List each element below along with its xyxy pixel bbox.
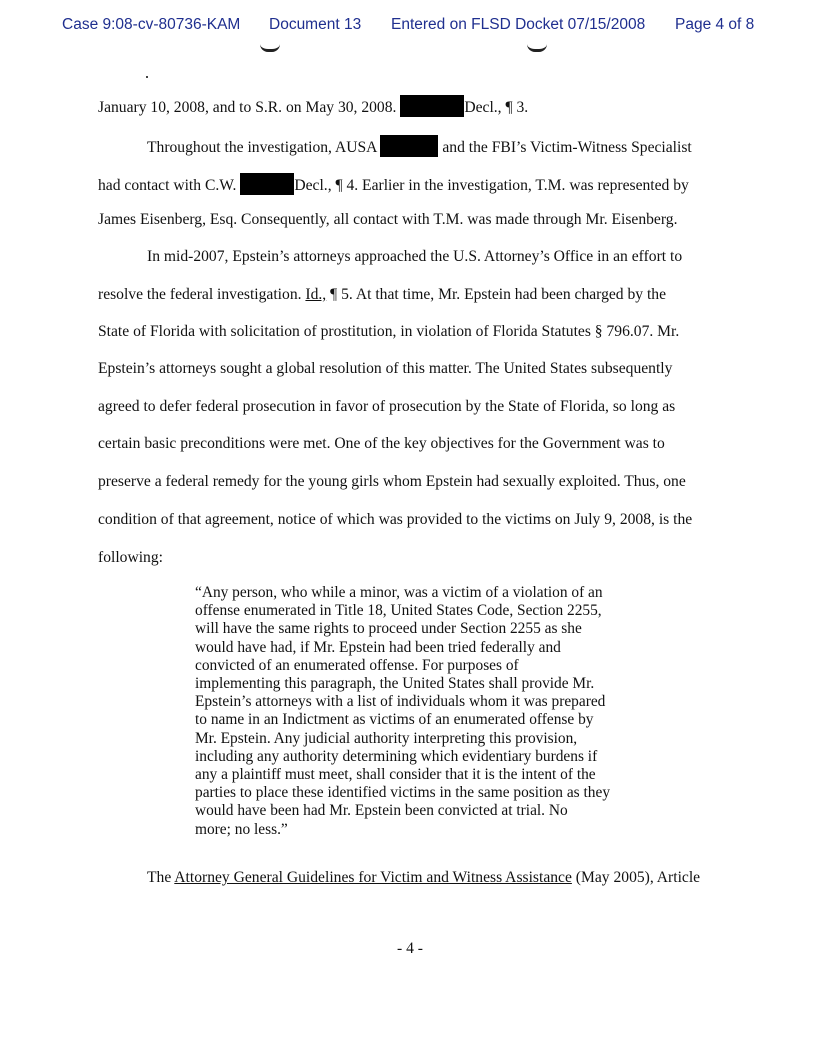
docket-header [0,16,820,40]
quote-line: implementing this paragraph, the United States shall provide Mr. [195,675,595,693]
body-line: State of Florida with solicitation of prostitution, in violation of Florida Statutes § 796.07. Mr. [98,323,680,340]
case-number: Case 9:08-cv-80736-KAM [62,16,241,33]
quote-line: offense enumerated in Title 18, United States Code, Section 2255, [195,602,602,620]
document-number: Document 13 [269,16,362,33]
quote-line: would have been had Mr. Epstein been convicted at trial. No [195,802,568,820]
quote-line: Epstein’s attorneys with a list of individuals whom it was prepared [195,693,606,711]
scan-speck [146,76,148,78]
body-line: certain basic preconditions were met. One of the key objectives for the Government was to [98,435,665,452]
body-line: Throughout the investigation, AUSA and the FBI’s Victim-Witness Specialist [147,135,692,158]
quote-line: “Any person, who while a minor, was a victim of a violation of an [195,584,603,601]
quote-line: will have the same rights to proceed under Section 2255 as she [195,620,582,638]
quote-line: parties to place these identified victims in the same position as they [195,784,611,802]
quote-line: more; no less.” [195,820,288,838]
body-line: had contact with C.W. Decl., ¶ 4. Earlier in the investigation, T.M. was represented by [98,173,689,196]
body-line: The Attorney General Guidelines for Victim and Witness Assistance (May 2005), Article [147,869,701,886]
docket-entry: Entered on FLSD Docket 07/15/2008 [391,16,646,33]
guidelines-citation: Attorney General Guidelines for Victim and Witness Assistance [174,869,572,886]
body-line: James Eisenberg, Esq. Consequently, all contact with T.M. was made through Mr. Eisenberg. [98,211,678,228]
page-count: Page 4 of 8 [675,16,755,33]
quote-line: would have had, if Mr. Epstein had been tried federally and [195,638,561,656]
body-line: condition of that agreement, notice of which was provided to the victims on July 9, 2008, is the [98,511,693,528]
body-line: following: [98,549,163,566]
body-line: January 10, 2008, and to S.R. on May 30, 2008. Decl., ¶ 3. [98,95,528,118]
page-number: - 4 - [397,940,423,957]
redaction-box [240,173,294,195]
quote-line: any a plaintiff must meet, shall consider that it is the intent of the [195,766,596,784]
body-line: agreed to defer federal prosecution in favor of prosecution by the State of Florida, so long as [98,398,676,415]
quote-line: including any authority determining which evidentiary burdens if [195,747,598,765]
body-line: resolve the federal investigation. Id., ¶ 5. At that time, Mr. Epstein had been charged by the [98,286,667,303]
scan-mark [260,44,280,52]
block-quote [195,584,645,839]
redaction-box [380,135,438,157]
redaction-box [400,95,464,117]
body-line: In mid-2007, Epstein’s attorneys approached the U.S. Attorney’s Office in an effort to [147,248,683,265]
body-line: Epstein’s attorneys sought a global resolution of this matter. The United States subsequently [98,360,673,377]
quote-line: Mr. Epstein. Any judicial authority interpreting this provision, [195,729,578,747]
quote-line: convicted of an enumerated offense. For purposes of [195,656,519,674]
id-citation: Id., [305,286,327,303]
quote-line: to name in an Indictment as victims of an enumerated offense by [195,711,594,729]
body-line: preserve a federal remedy for the young girls whom Epstein had sexually exploited. Thus, one [98,473,686,490]
scan-mark [527,44,547,52]
